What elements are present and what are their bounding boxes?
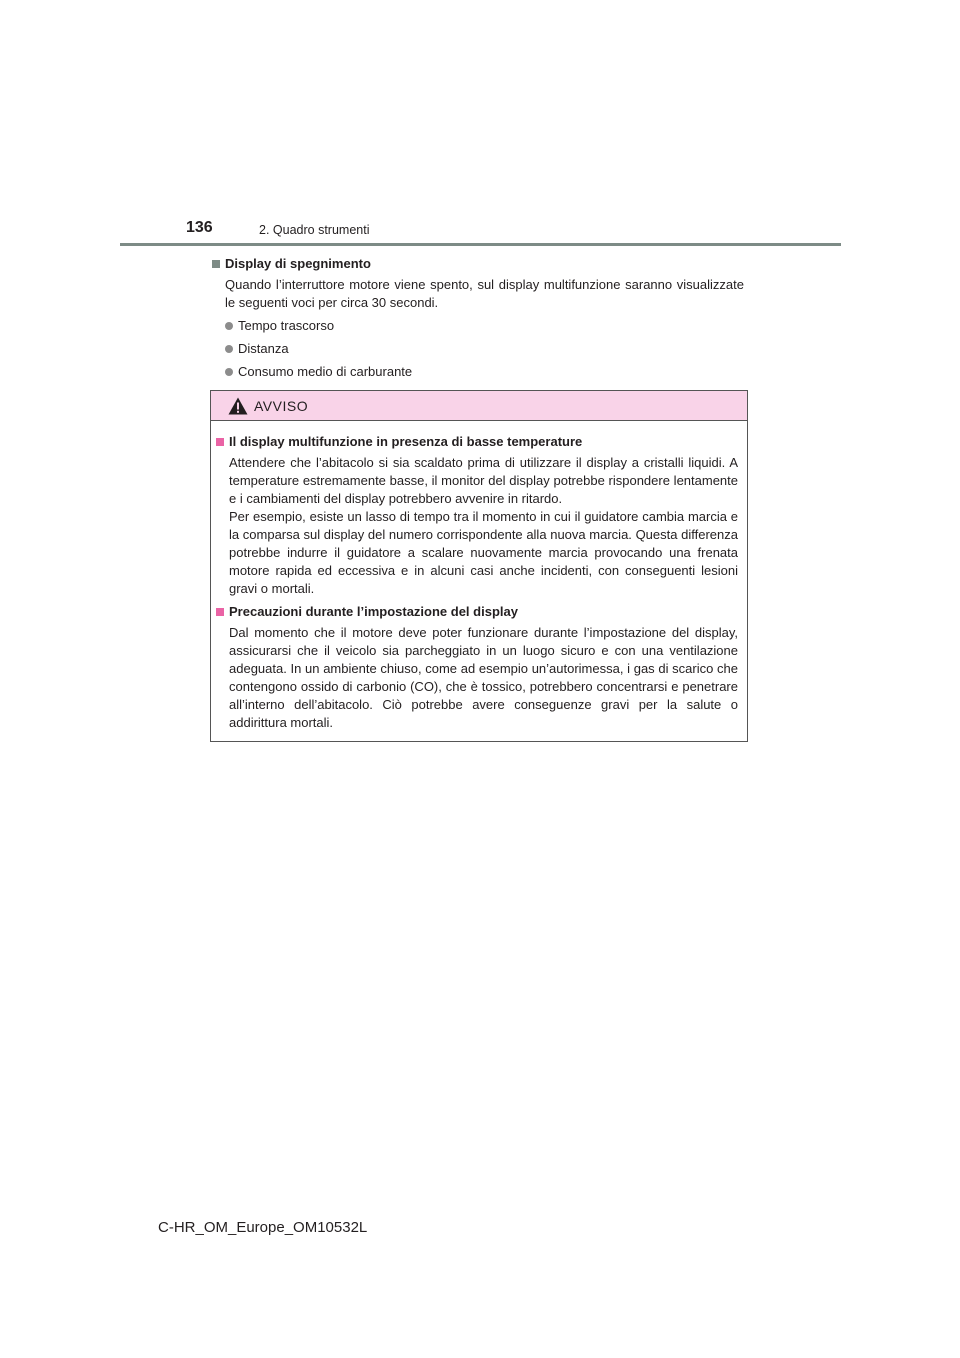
page-number: 136 — [186, 219, 213, 236]
warning-triangle-icon — [228, 397, 248, 415]
section-heading — [212, 255, 744, 273]
warning-block-heading-text: Il display multifunzione in presenza di basse temperature — [229, 434, 583, 449]
manual-code: C-HR_OM_Europe_OM10532L — [158, 1219, 368, 1236]
warning-paragraph: Dal momento che il motore deve poter funzionare durante l’impostazione del display, assicurarsi che il veicolo sia parcheggiato in un luogo sicuro e con una ventilazione adeguata. In un ambiente chiuso, come ad esempio un’autorimessa, i gas di scarico che contengono ossido di carbonio (CO), che è tossico, potrebbero concentrarsi e penetrare all’interno dell’abitacolo. Ciò potrebbe avere conseguenze gravi per la salute o addirittura mortali. — [229, 625, 738, 730]
warning-box — [210, 390, 748, 742]
warning-paragraph: Per esempio, esiste un lasso di tempo tra il momento in cui il guidatore cambia marcia e la comparsa sul display del numero corrispondente alla nuova marcia. Questa differenza potrebbe indurre il guidatore a scalare nuovamente marcia provocando una frenata motore rapida ed eccessiva e in alcuni casi anche incidenti, con conseguenti lesioni gravi o mortali. — [229, 509, 738, 596]
list-item-text: Tempo trascorso — [238, 318, 335, 333]
warning-body — [211, 421, 747, 732]
warning-paragraph: Attendere che l’abitacolo si sia scaldato prima di utilizzare il display a cristalli liquidi. A temperature estremamente basse, il monitor del display potrebbe rispondere lentamente e i cambiamenti del display potrebbero avvenire in ritardo. — [229, 455, 738, 506]
warning-block-heading — [216, 603, 738, 621]
warning-block-heading-text: Precauzioni durante l’impostazione del display — [229, 604, 518, 619]
warning-header — [211, 391, 747, 421]
chapter-title: 2. Quadro strumenti — [259, 223, 370, 237]
warning-title: AVVISO — [254, 397, 309, 414]
list-item — [225, 317, 744, 335]
square-bullet-icon — [216, 438, 224, 446]
section-heading-text: Display di spegnimento — [225, 256, 371, 271]
list-item-text: Distanza — [238, 341, 289, 356]
square-bullet-icon — [216, 608, 224, 616]
display-spegnimento-section — [212, 255, 744, 381]
section-intro: Quando l’interruttore motore viene spento, sul display multifunzione saranno visualizzate le seguenti voci per circa 30 secondi. — [225, 277, 744, 310]
list-item — [225, 340, 744, 358]
round-bullet-icon — [225, 368, 233, 376]
list-item-text: Consumo medio di carburante — [238, 364, 413, 379]
square-bullet-icon — [212, 260, 220, 268]
warning-block — [216, 433, 738, 598]
list-item — [225, 363, 744, 381]
warning-block-heading — [216, 433, 738, 451]
warning-block — [216, 603, 738, 732]
round-bullet-icon — [225, 345, 233, 353]
header-rule — [120, 243, 841, 246]
round-bullet-icon — [225, 322, 233, 330]
